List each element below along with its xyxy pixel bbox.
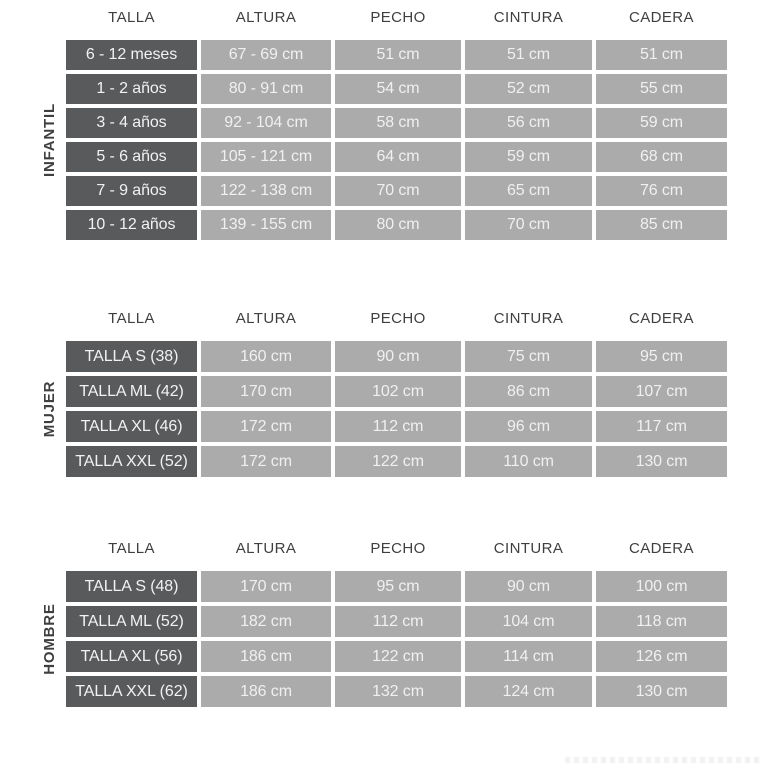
measurement-cell: 85 cm (596, 210, 727, 240)
measurement-cell: 132 cm (335, 676, 461, 707)
table-row (66, 411, 727, 442)
size-table-mujer: MUJER TALLA ALTURA PECHO CINTURA CADERA TALLA S (38) 160 cm 90 cm 75 cm 95 cm TALLA ML (42) 170 cm 102 cm 86 cm 107 cm TALLA XL (46) 172 cm 112 cm 96 cm 117 cm TALLA XXL (52) 172 cm 122 cm 110 cm 130 cm (66, 305, 727, 477)
size-label-cell: 6 - 12 meses (66, 40, 197, 70)
measurement-cell: 56 cm (465, 108, 592, 138)
column-header: ALTURA (235, 8, 297, 26)
measurement-cell: 52 cm (465, 74, 592, 104)
size-table-infantil: INFANTIL TALLA ALTURA PECHO CINTURA CADERA 6 - 12 meses 67 - 69 cm 51 cm 51 cm 51 cm 1 - 2 años 80 - 91 cm 54 cm 52 cm 55 cm 3 - 4 años 92 - 104 cm 58 cm 56 cm 59 cm 5 - 6 años 105 - 121 cm 64 cm 59 cm 68 cm 7 - 9 años 122 - 138 cm 70 cm 65 cm 76 cm 10 - 12 años 139 - 155 cm 80 cm 70 cm 85 cm (66, 4, 727, 240)
table-row (66, 210, 727, 240)
faint-cutoff-watermark (565, 757, 760, 763)
measurement-cell: 112 cm (335, 606, 461, 637)
measurement-cell: 70 cm (465, 210, 592, 240)
measurement-cell: 114 cm (465, 641, 592, 672)
measurement-cell: 80 - 91 cm (201, 74, 331, 104)
measurement-cell: 170 cm (201, 571, 331, 602)
column-header: CINTURA (493, 539, 564, 557)
measurement-cell: 172 cm (201, 446, 331, 477)
measurement-cell: 122 cm (335, 446, 461, 477)
column-header: CADERA (629, 539, 694, 557)
column-header: PECHO (370, 539, 426, 557)
measurement-cell: 105 - 121 cm (201, 142, 331, 172)
measurement-cell: 182 cm (201, 606, 331, 637)
size-label-cell: 7 - 9 años (66, 176, 197, 206)
measurement-cell: 186 cm (201, 641, 331, 672)
measurement-cell: 80 cm (335, 210, 461, 240)
measurement-cell: 90 cm (335, 341, 461, 372)
table-row (66, 40, 727, 70)
measurement-cell: 170 cm (201, 376, 331, 407)
measurement-cell: 58 cm (335, 108, 461, 138)
size-label-cell: 10 - 12 años (66, 210, 197, 240)
column-headers (66, 4, 727, 30)
column-header: TALLA (108, 8, 155, 26)
measurement-cell: 139 - 155 cm (201, 210, 331, 240)
size-label-cell: 3 - 4 años (66, 108, 197, 138)
measurement-cell: 67 - 69 cm (201, 40, 331, 70)
table-row (66, 108, 727, 138)
column-header: CADERA (629, 8, 694, 26)
measurement-cell: 86 cm (465, 376, 592, 407)
measurement-cell: 51 cm (596, 40, 727, 70)
measurement-cell: 59 cm (465, 142, 592, 172)
column-header: TALLA (108, 309, 155, 327)
measurement-cell: 110 cm (465, 446, 592, 477)
measurement-cell: 130 cm (596, 676, 727, 707)
table-row (66, 74, 727, 104)
measurement-cell: 95 cm (335, 571, 461, 602)
size-label-cell: TALLA XXL (52) (66, 446, 197, 477)
measurement-cell: 92 - 104 cm (201, 108, 331, 138)
table-row (66, 376, 727, 407)
measurement-cell: 54 cm (335, 74, 461, 104)
measurement-cell: 96 cm (465, 411, 592, 442)
column-headers (66, 305, 727, 331)
measurement-cell: 112 cm (335, 411, 461, 442)
column-header: ALTURA (235, 539, 297, 557)
column-header: TALLA (108, 539, 155, 557)
measurement-cell: 70 cm (335, 176, 461, 206)
size-label-cell: 1 - 2 años (66, 74, 197, 104)
column-header: CINTURA (493, 8, 564, 26)
table-row (66, 676, 727, 707)
measurement-cell: 117 cm (596, 411, 727, 442)
measurement-cell: 118 cm (596, 606, 727, 637)
column-header: PECHO (370, 8, 426, 26)
measurement-cell: 122 - 138 cm (201, 176, 331, 206)
table-rows (66, 571, 727, 707)
size-label-cell: TALLA XL (56) (66, 641, 197, 672)
measurement-cell: 100 cm (596, 571, 727, 602)
measurement-cell: 172 cm (201, 411, 331, 442)
measurement-cell: 160 cm (201, 341, 331, 372)
measurement-cell: 76 cm (596, 176, 727, 206)
table-row (66, 606, 727, 637)
column-header: ALTURA (235, 309, 297, 327)
measurement-cell: 64 cm (335, 142, 461, 172)
measurement-cell: 122 cm (335, 641, 461, 672)
measurement-cell: 51 cm (335, 40, 461, 70)
table-row (66, 571, 727, 602)
table-row (66, 176, 727, 206)
measurement-cell: 186 cm (201, 676, 331, 707)
measurement-cell: 104 cm (465, 606, 592, 637)
table-row (66, 446, 727, 477)
column-header: CADERA (629, 309, 694, 327)
column-header: PECHO (370, 309, 426, 327)
table-rows (66, 341, 727, 477)
size-label-cell: 5 - 6 años (66, 142, 197, 172)
size-table-hombre: HOMBRE TALLA ALTURA PECHO CINTURA CADERA TALLA S (48) 170 cm 95 cm 90 cm 100 cm TALLA ML (52) 182 cm 112 cm 104 cm 118 cm TALLA XL (56) 186 cm 122 cm 114 cm 126 cm TALLA XXL (62) 186 cm 132 cm 124 cm 130 cm (66, 535, 727, 707)
column-header: CINTURA (493, 309, 564, 327)
size-label-cell: TALLA S (38) (66, 341, 197, 372)
measurement-cell: 68 cm (596, 142, 727, 172)
table-row (66, 641, 727, 672)
measurement-cell: 107 cm (596, 376, 727, 407)
measurement-cell: 51 cm (465, 40, 592, 70)
measurement-cell: 95 cm (596, 341, 727, 372)
size-label-cell: TALLA ML (42) (66, 376, 197, 407)
size-label-cell: TALLA S (48) (66, 571, 197, 602)
measurement-cell: 75 cm (465, 341, 592, 372)
measurement-cell: 59 cm (596, 108, 727, 138)
column-headers (66, 535, 727, 561)
size-label-cell: TALLA ML (52) (66, 606, 197, 637)
table-row (66, 341, 727, 372)
size-label-cell: TALLA XXL (62) (66, 676, 197, 707)
measurement-cell: 102 cm (335, 376, 461, 407)
size-label-cell: TALLA XL (46) (66, 411, 197, 442)
measurement-cell: 65 cm (465, 176, 592, 206)
measurement-cell: 90 cm (465, 571, 592, 602)
measurement-cell: 126 cm (596, 641, 727, 672)
table-rows (66, 40, 727, 240)
measurement-cell: 130 cm (596, 446, 727, 477)
measurement-cell: 55 cm (596, 74, 727, 104)
measurement-cell: 124 cm (465, 676, 592, 707)
table-row (66, 142, 727, 172)
